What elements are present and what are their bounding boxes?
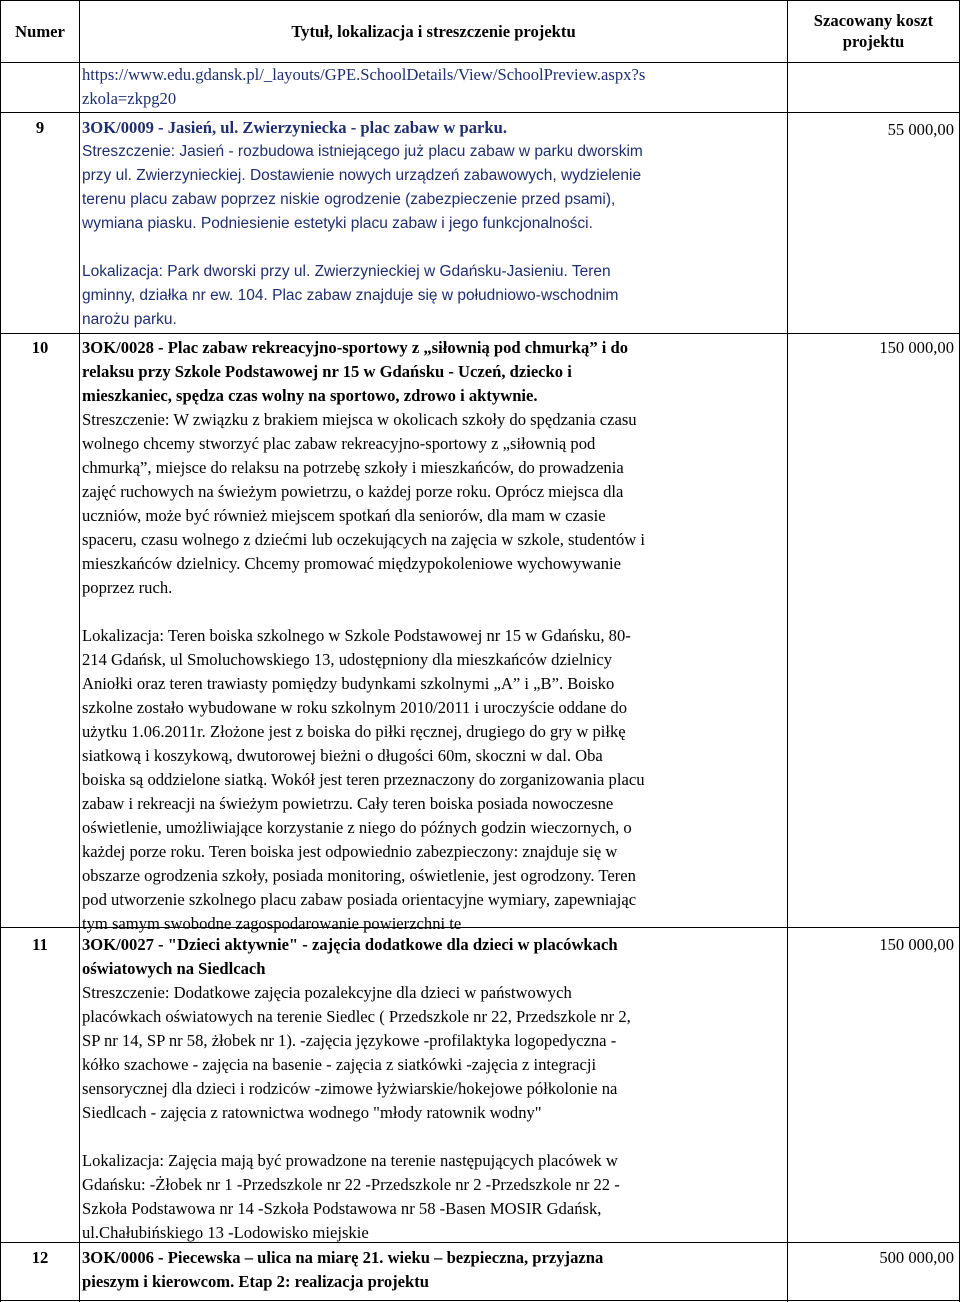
project-cell (82, 336, 786, 936)
table-border-bottom (0, 1300, 960, 1301)
project-summary: Streszczenie: Dodatkowe zajęcia pozalekcyjne dla dzieci w państwowych placówkach oświatowych na terenie Siedlec ( Przedszkole nr 22, Przedszkole nr 2, SP nr 14, SP nr 58, żłobek nr 1). -zajęcia językowe -profilaktyka logopedyczna - kółko szachowe - zajęcia na basenie - zajęcia z siatkówki -zajęcia z integracji sensorycznej dla dzieci i rodziców -zimowe łyżwiarskie/hokejowe półkolonie na Siedlcach - zajęcia z ratownictwa wodnego "młody ratownik wodny" (82, 983, 631, 1122)
project-title: 3OK/0006 - Piecewska – ulica na miarę 21. wieku – bezpieczna, przyjazna pieszym i kierowcom. Etap 2: realizacja projektu (82, 1248, 604, 1291)
project-cell (82, 1246, 786, 1294)
row-cost: 55 000,00 (887, 120, 954, 139)
row-number: 12 (31, 1248, 49, 1267)
project-location: Lokalizacja: Zajęcia mają być prowadzone na terenie następujących placówek w Gdańsku: -Żłobek nr 1 -Przedszkole nr 22 -Przedszkole nr 2 -Przedszkole nr 22 - Szkoła Podstawowa nr 14 -Szkoła Podstawowa nr 58 -Basen MOSIR Gdańsk, ul.Chałubińskiego 13 -Lodowisko miejskie (82, 1151, 620, 1242)
project-summary: Streszczenie: W związku z brakiem miejsca w okolicach szkoły do spędzania czasu wolnego chcemy stworzyć plac zabaw rekreacyjno-sportowy z „siłownią pod chmurką”, miejsce do relaksu na potrzebę szkoły i mieszkańców, do prowadzenia zajęć ruchowych na świeżym powietrzu, o każdej porze roku. Oprócz miejsca dla uczniów, może być również miejscem spotkań dla seniorów, dla mam w czasie spaceru, czasu wolnego z dziećmi lub oczekujących na zajęcia w szkole, studentów i mieszkańców dzielnicy. Chcemy promować międzypokoleniowe wychowywanie poprzez ruch. (82, 410, 646, 597)
row-number: 9 (35, 118, 45, 137)
project-title: 3OK/0009 - Jasień, ul. Zwierzyniecka - plac zabaw w parku. (82, 118, 507, 137)
school-link[interactable]: zkola=zkpg20 (82, 89, 177, 108)
row-divider (0, 333, 960, 334)
school-link[interactable]: https://www.edu.gdansk.pl/_layouts/GPE.SchoolDetails/View/SchoolPreview.aspx?s (82, 65, 646, 84)
table-border-left (0, 0, 1, 1302)
column-header-title: Tytuł, lokalizacja i streszczenie projektu (291, 21, 576, 41)
column-header-cost: Szacowany koszt projektu (813, 11, 934, 51)
row-number: 10 (31, 338, 49, 357)
project-cell (82, 116, 786, 332)
column-divider-2 (787, 0, 788, 1302)
row-cost: 150 000,00 (879, 935, 954, 954)
row-number: 11 (32, 935, 48, 954)
row-cost: 150 000,00 (879, 338, 954, 357)
row-divider (0, 112, 960, 113)
previous-row-continuation (82, 63, 786, 111)
column-divider-1 (79, 0, 80, 1302)
project-title: 3OK/0027 - "Dzieci aktywnie" - zajęcia dodatkowe dla dzieci w placówkach oświatowych na Siedlcach (82, 935, 618, 978)
project-location: Lokalizacja: Teren boiska szkolnego w Szkole Podstawowej nr 15 w Gdańsku, 80- 214 Gdańsk, ul Smoluchowskiego 13, udostępniony dla mieszkańców dzielnicy Aniołki oraz teren trawiasty pomiędzy budynkami szkolnymi „A” i „B”. Boisko szkolne zostało wybudowane w roku szkolnym 2010/2011 i uroczyście oddane do użytku 1.06.2011r. Złożone jest z boiska do piłki ręcznej, drugiego do gry w piłkę siatkową i koszykową, dwutorowej bieżni o długości 60m, skoczni w dal. Oba boiska są oddzielone siatką. Wokół jest teren przeznaczony do zorganizowania placu zabaw i rekreacji na świeżym powietrzu. Cały teren boiska posiada nowoczesne oświetlenie, umożliwiające korzystanie z niego do późnych godzin wieczornych, o każdej porze roku. Teren boiska jest odpowiednio zabezpieczony: znajduje się w obszarze ogrodzenia szkoły, posiada monitoring, oświetlenie, jest ogrodzony. Teren pod utworzenie szkolnego placu zabaw posiada orientacyjne wymiary, zapewniając tym samym swobodne zagospodarowanie powierzchni te (82, 626, 645, 933)
project-title: 3OK/0028 - Plac zabaw rekreacyjno-sportowy z „siłownią pod chmurką” i do relaksu przy Szkole Podstawowej nr 15 w Gdańsku - Uczeń, dziecko i mieszkaniec, spędza czas wolny na sportowo, zdrowo i aktywnie. (82, 338, 629, 405)
project-location: Lokalizacja: Park dworski przy ul. Zwierzynieckiej w Gdańsku-Jasieniu. Teren gminny, działka nr ew. 104. Plac zabaw znajduje się w południowo-wschodnim narożu parku. (82, 263, 619, 328)
column-header-number: Numer (15, 21, 65, 41)
project-summary: Streszczenie: Jasień - rozbudowa istniejącego już placu zabaw w parku dworskim przy ul. Zwierzynieckiej. Dostawienie nowych urządzeń zabawowych, wydzielenie terenu placu zabaw poprzez niskie ogrodzenie (zabezpieczenie przed psami), wymiana piasku. Podniesienie estetyki placu zabaw i jego funkcjonalności. (82, 143, 643, 232)
row-cost: 500 000,00 (879, 1248, 954, 1267)
project-cell (82, 933, 786, 1245)
